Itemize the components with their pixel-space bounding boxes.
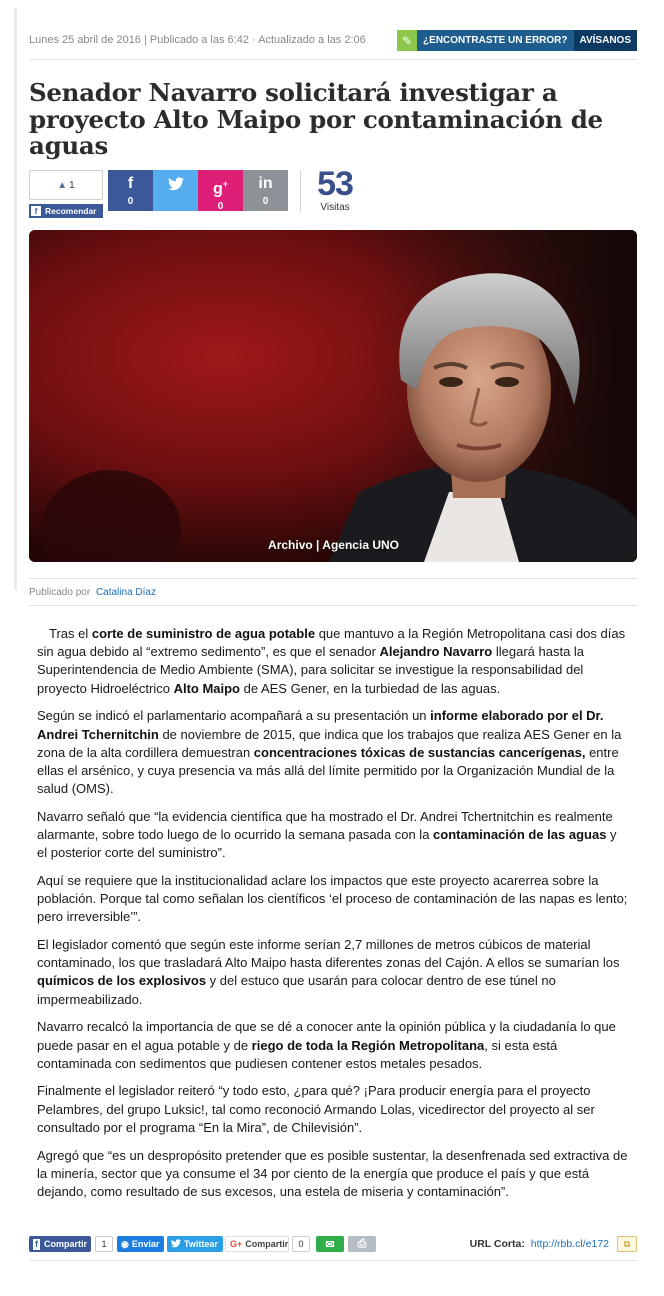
report-error-action: AVÍSANOS (574, 30, 638, 51)
share-linkedin-button[interactable] (243, 170, 288, 211)
googleplus-icon: G+ (230, 1239, 243, 1249)
short-url-label: URL Corta: (469, 1238, 525, 1250)
linkedin-icon: in (258, 175, 273, 192)
byline-divider-top (29, 578, 637, 579)
googleplus-share-button[interactable]: G+ Compartir (225, 1236, 289, 1252)
pencil-icon: ✎ (397, 30, 417, 51)
short-url (470, 1238, 609, 1250)
share-twitter-button[interactable] (153, 170, 198, 211)
dateline: Lunes 25 abril de 2016 | Publicado a las 6:42 · Actualizado a las 2:06 (29, 34, 366, 46)
byline (29, 587, 156, 598)
visits-count: 53 (317, 165, 353, 203)
article-paragraph: Navarro señaló que “la evidencia científica que ha mostrado el Dr. Andrei Tchertnitchin es realmente alarmante, sobre todo luego de lo ocurrido la semana pasada con la contaminación de las aguas y el posterior corte del suministro”. (37, 808, 617, 861)
left-border (14, 8, 17, 590)
facebook-share-count: 1 (95, 1236, 113, 1252)
like-count: 1 (69, 179, 75, 191)
senator-portrait-image (29, 230, 637, 562)
googleplus-share-count: 0 (217, 201, 224, 213)
bottom-divider (29, 1260, 637, 1261)
thumbs-up-icon: ▲ (57, 179, 68, 191)
visits-label: Visitas (320, 202, 350, 213)
share-googleplus-button[interactable] (198, 170, 243, 211)
report-error-button[interactable] (397, 30, 637, 51)
facebook-icon: f (34, 1239, 38, 1249)
twitter-icon (153, 172, 198, 196)
copy-icon: ⧉ (623, 1238, 631, 1249)
print-button[interactable] (348, 1236, 376, 1252)
article-paragraph: Según se indicó el parlamentario acompañará a su presentación un informe elaborado por el Dr. Andrei Tchernitchin de noviembre de 2015, que indica que los trabajos que realiza AES Gener en la zona de la alta cordillera demuestran concentraciones tóxicas de sustancias cancerígenas, entre ellas el arsénico, y cuya presencia va más allá del límite permitido por la Organización Mundial de la salud (OMS). (37, 708, 622, 797)
article-paragraph: Navarro recalcó la importancia de que se dé a conocer ante la opinión pública y la ciudadanía lo que puede pasar en el agua potable y de riego de toda la Región Metropolitana, si esta está contaminada con sedimentos que pudiesen contener estos metales pesados. (37, 1019, 616, 1071)
facebook-recommend-button[interactable] (29, 204, 103, 218)
twitter-icon (171, 1239, 181, 1250)
article-paragraph: Finalmente el legislador reiteró “y todo esto, ¿para qué? ¡Para producir energía para el proyecto Pelambres, del grupo Luksic!, tal como reconoció Armando Lolas, vicedirector del proyecto al ser consultado por el programa “En la Mira”, de Chilevisión”. (37, 1083, 595, 1135)
article-meta-bar (29, 28, 637, 60)
recommend-label: Recomendar (45, 206, 97, 216)
googleplus-icon: g+ (212, 179, 229, 198)
facebook-share-button[interactable]: f Compartir (29, 1236, 91, 1252)
article-paragraph: Aquí se requiere que la institucionalidad aclare los impactos que este proyecto acarerrea sobre la población. Porque tal como señalan los científicos ‘el proceso de contaminación de las napas es lento; pero irreversible’”. (37, 872, 628, 925)
article-paragraph: El legislador comentó que según este informe serían 2,7 millones de metros cúbicos de material contaminado, los que trasladará Alto Maipo hasta diferentes zonas del Cajón. A ellos se sumarían los químicos de los explosivos y del estuco que usarán para colocar dentro de ese túnel no impermeabilizado. (37, 937, 620, 1007)
facebook-icon: f (127, 175, 134, 192)
author-link[interactable]: Catalina Díaz (95, 587, 156, 598)
report-error-question: ¿ENCONTRASTE UN ERROR? (417, 30, 573, 51)
messenger-icon: ◉ (121, 1238, 129, 1249)
envelope-icon: ✉ (325, 1238, 335, 1251)
printer-icon: ⎙ (357, 1237, 367, 1250)
article-photo (29, 230, 637, 562)
bottom-share-bar (29, 1236, 637, 1256)
facebook-icon: f (31, 206, 41, 216)
messenger-send-button[interactable]: ◉ Enviar (117, 1236, 164, 1252)
linkedin-share-count: 0 (262, 196, 269, 207)
article-paragraph: Agregó que “es un despropósito pretender que es posible sustentar, la desenfrenada sed extractiva de la minería, sector que ya consume el 34 por ciento de la energía que produce el país y que está dejando, como resultado de sus excesos, una estela de miseria y contaminación”. (37, 1147, 628, 1199)
article-body (37, 625, 629, 1211)
short-url-link[interactable]: http://rbb.cl/e172 (530, 1238, 609, 1250)
copy-url-button[interactable] (617, 1236, 637, 1252)
byline-divider-bottom (29, 605, 637, 606)
article-headline: Senador Navarro solicitará investigar a proyecto Alto Maipo por contaminación de aguas (29, 78, 603, 160)
googleplus-share-count: 0 (292, 1236, 310, 1252)
like-count-box[interactable] (29, 170, 103, 200)
byline-prefix: Publicado por (29, 587, 91, 598)
visits-divider (300, 170, 301, 212)
email-share-button[interactable] (316, 1236, 344, 1252)
twitter-tweet-button[interactable]: Twittear (167, 1236, 223, 1252)
photo-caption: Archivo | Agencia UNO (268, 538, 399, 552)
share-facebook-button[interactable] (108, 170, 153, 211)
article-paragraph: Tras el corte de suministro de agua potable que mantuvo a la Región Metropolitana casi dos días sin agua debido al “extremo sedimento”, es que el senador Alejandro Navarro llegará hasta la Superintendencia de Medio Ambiente (SMA), para solicitar se investigue la responsabilidad del proyecto Hidroeléctrico Alto Maipo de AES Gener, en la turbiedad de las aguas. (37, 626, 626, 696)
facebook-share-count: 0 (127, 196, 134, 207)
